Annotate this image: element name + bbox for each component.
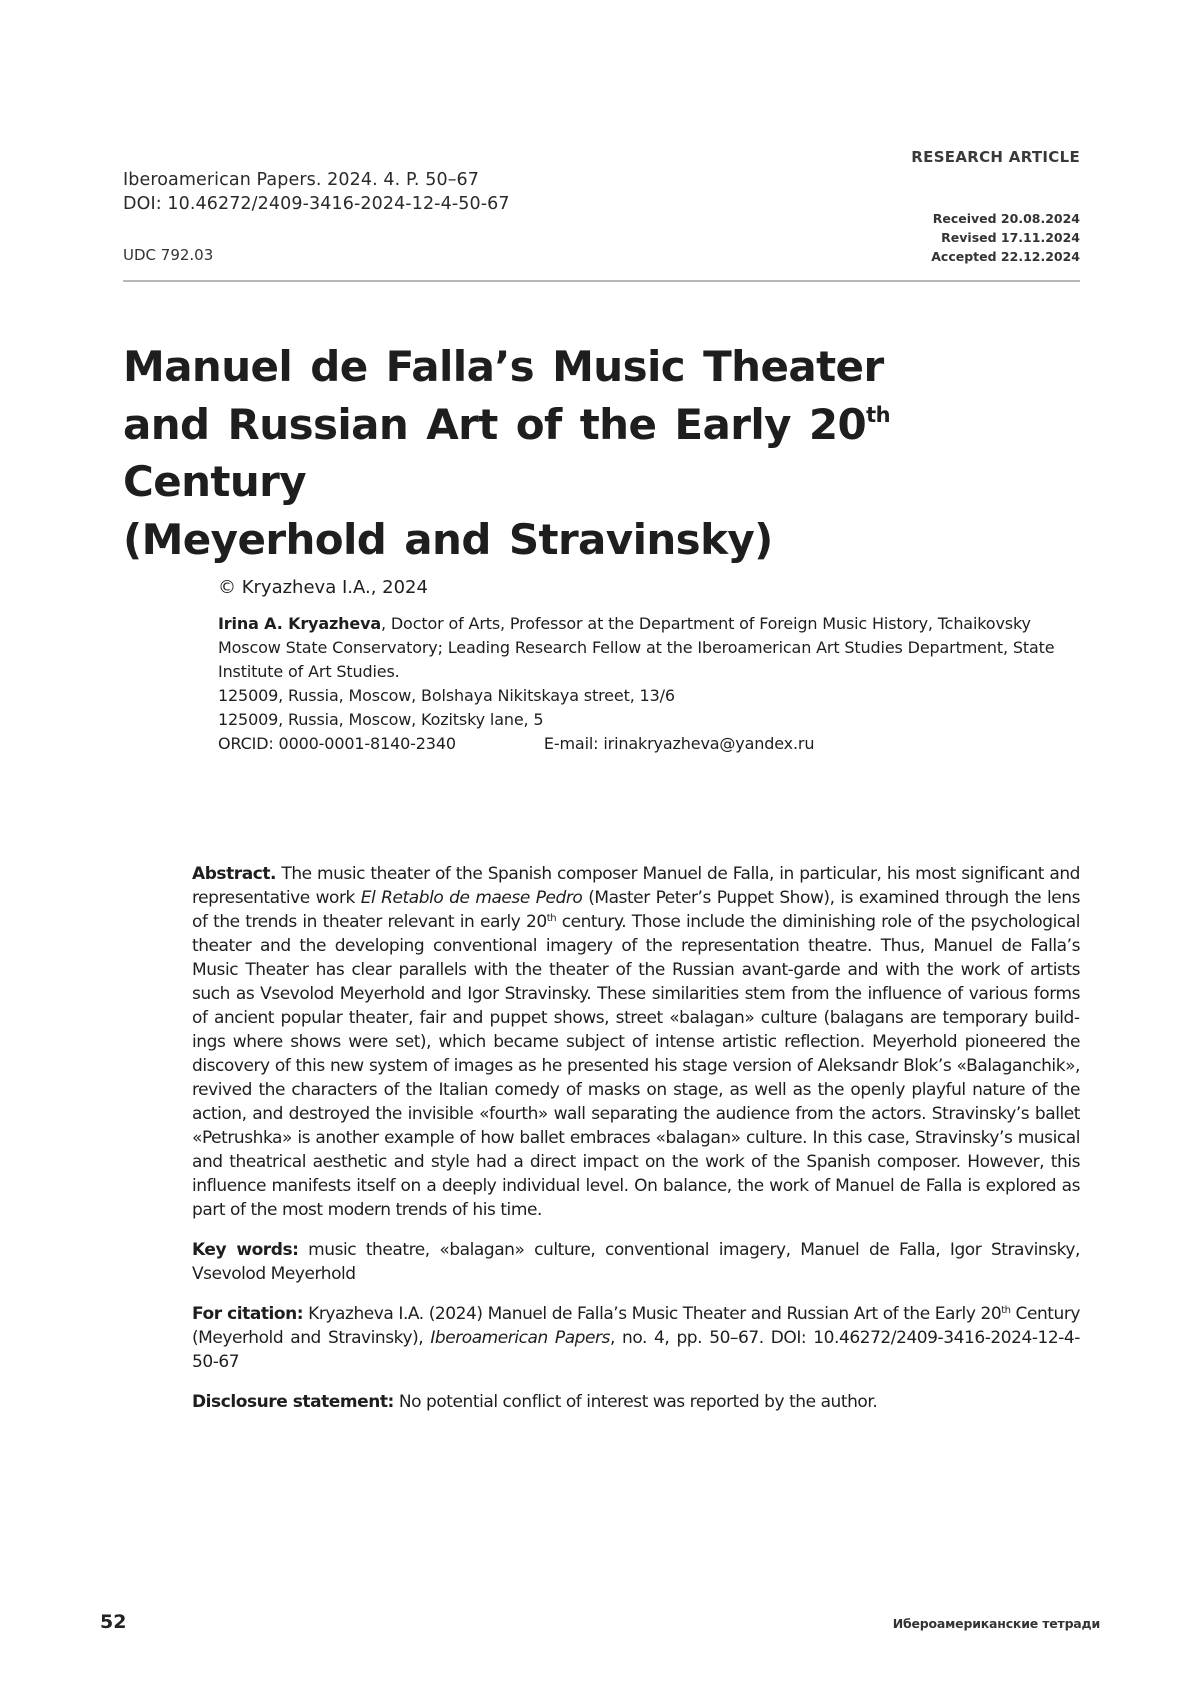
keywords-paragraph <box>192 1238 1080 1286</box>
abstract-work-title: El Retablo de maese Pedro <box>360 888 583 908</box>
udc-code: UDC 792.03 <box>123 246 214 264</box>
contact-row <box>218 732 1080 756</box>
received-date: Received 20.08.2024 <box>932 211 1080 226</box>
orcid-link[interactable]: ORCID: 0000-0001-8140-2340 <box>218 734 456 753</box>
title-line-2-text: and Russian Art of the Early 20 <box>123 399 867 449</box>
article-dates <box>931 209 1080 266</box>
author-name: Irina A. Kryazheva <box>218 614 382 633</box>
address-line-2: 125009, Russia, Moscow, Kozitsky lane, 5 <box>218 710 544 729</box>
author-block <box>218 577 1080 756</box>
abstract-section <box>192 862 1080 1430</box>
keywords-text: music theatre, «balagan» culture, conventional imagery, Manuel de Falla, Igor Stravinsky, Vsevolod Meyerhold <box>192 1240 1080 1284</box>
abstract-text-3: century. Those include the diminishing role of the psychological theater and the developing conventional imagery of the representation theatre. Thus, Manuel de Falla’s Music Theater has clear parallels with the theater of the Russian avant-garde and with the work of artists such as Vsevolod Meyerhold and Igor Stravinsky. These similarities stem from the influence of various forms of ancient popular theater, fair and puppet shows, street «balagan» culture (balagans are temporary buildings where shows were set), which became subject of intense artistic reflection. Meyerhold pioneered the discovery of this new system of images as he presented his stage version of Aleksandr Blok’s «Balaganchik», revived the characters of the Italian comedy of masks on stage, as well as the openly playful nature of the action, and destroyed the invisible «fourth» wall separating the audience from the actors. Stravinsky’s ballet «Petrushka» is another example of how ballet embraces «balagan» culture. In this case, Stravinsky’s musical and theatrical aesthetic and style had a direct impact on the work of the Spanish composer. However, this influence manifests itself on a deeply individual level. On balance, the work of Manuel de Falla is explored as part of the most modern trends of his time. <box>192 912 1081 1220</box>
address-line-1: 125009, Russia, Moscow, Bolshaya Nikitskaya street, 13/6 <box>218 686 675 705</box>
abstract-superscript: th <box>546 913 557 924</box>
page-number: 52 <box>100 1611 127 1633</box>
article-type-label: RESEARCH ARTICLE <box>911 148 1080 166</box>
doi: DOI: 10.46272/2409-3416-2024-12-4-50-67 <box>123 194 510 214</box>
citation-label: For citation: <box>192 1304 304 1324</box>
running-footer-title: Ибероамериканские тетради <box>892 1616 1100 1631</box>
citation-superscript: th <box>1001 1305 1011 1316</box>
copyright-line: © Kryazheva I.A., 2024 <box>218 577 428 598</box>
journal-citation: Iberoamerican Papers. 2024. 4. P. 50–67 <box>123 170 480 190</box>
accepted-date: Accepted 22.12.2024 <box>931 249 1080 264</box>
title-line-2 <box>123 396 1083 511</box>
title-line-2-end: Century <box>123 457 307 506</box>
disclosure-label: Disclosure statement: <box>192 1392 394 1412</box>
citation-text-2: Century (Meyerhold and Stravinsky), <box>192 1304 1080 1348</box>
title-line-1: Manuel de Falla’s Music Theater <box>123 342 884 391</box>
affiliation-text: , Doctor of Arts, Professor at the Department of Foreign Music History, Tchaikovsky Moscow State Conservatory; Leading Research Fellow at the Iberoamerican Art Studies Department, State Institute of Art Studies. <box>218 614 1055 681</box>
abstract-text-2: (Master Peter’s Puppet Show), is examined through the lens of the trends in theater relevant in early 20 <box>192 888 1081 932</box>
title-superscript: th <box>866 402 890 427</box>
abstract-label: Abstract. <box>192 864 277 884</box>
citation-text-3: , no. 4, pp. 50–67. DOI: 10.46272/2409-3416-2024-12-4-50-67 <box>192 1328 1080 1372</box>
revised-date: Revised 17.11.2024 <box>941 230 1080 245</box>
citation-text-1: Kryazheva I.A. (2024) Manuel de Falla’s Music Theater and Russian Art of the Early 20 <box>303 1304 1002 1324</box>
citation-paragraph <box>192 1302 1080 1374</box>
disclosure-text: No potential conflict of interest was reported by the author. <box>393 1392 878 1412</box>
author-affiliation <box>218 612 1080 684</box>
abstract-text-1: The music theater of the Spanish composer Manuel de Falla, in particular, his most significant and representative work <box>192 864 1080 908</box>
title-line-3: (Meyerhold and Stravinsky) <box>123 514 773 564</box>
email-link[interactable]: E-mail: irinakryazheva@yandex.ru <box>543 734 815 753</box>
abstract-paragraph <box>192 862 1080 1222</box>
article-title <box>123 338 1083 568</box>
disclosure-paragraph <box>192 1390 1080 1414</box>
citation-journal: Iberoamerican Papers <box>430 1328 610 1348</box>
keywords-label: Key words: <box>192 1240 299 1260</box>
header-divider <box>123 280 1080 282</box>
